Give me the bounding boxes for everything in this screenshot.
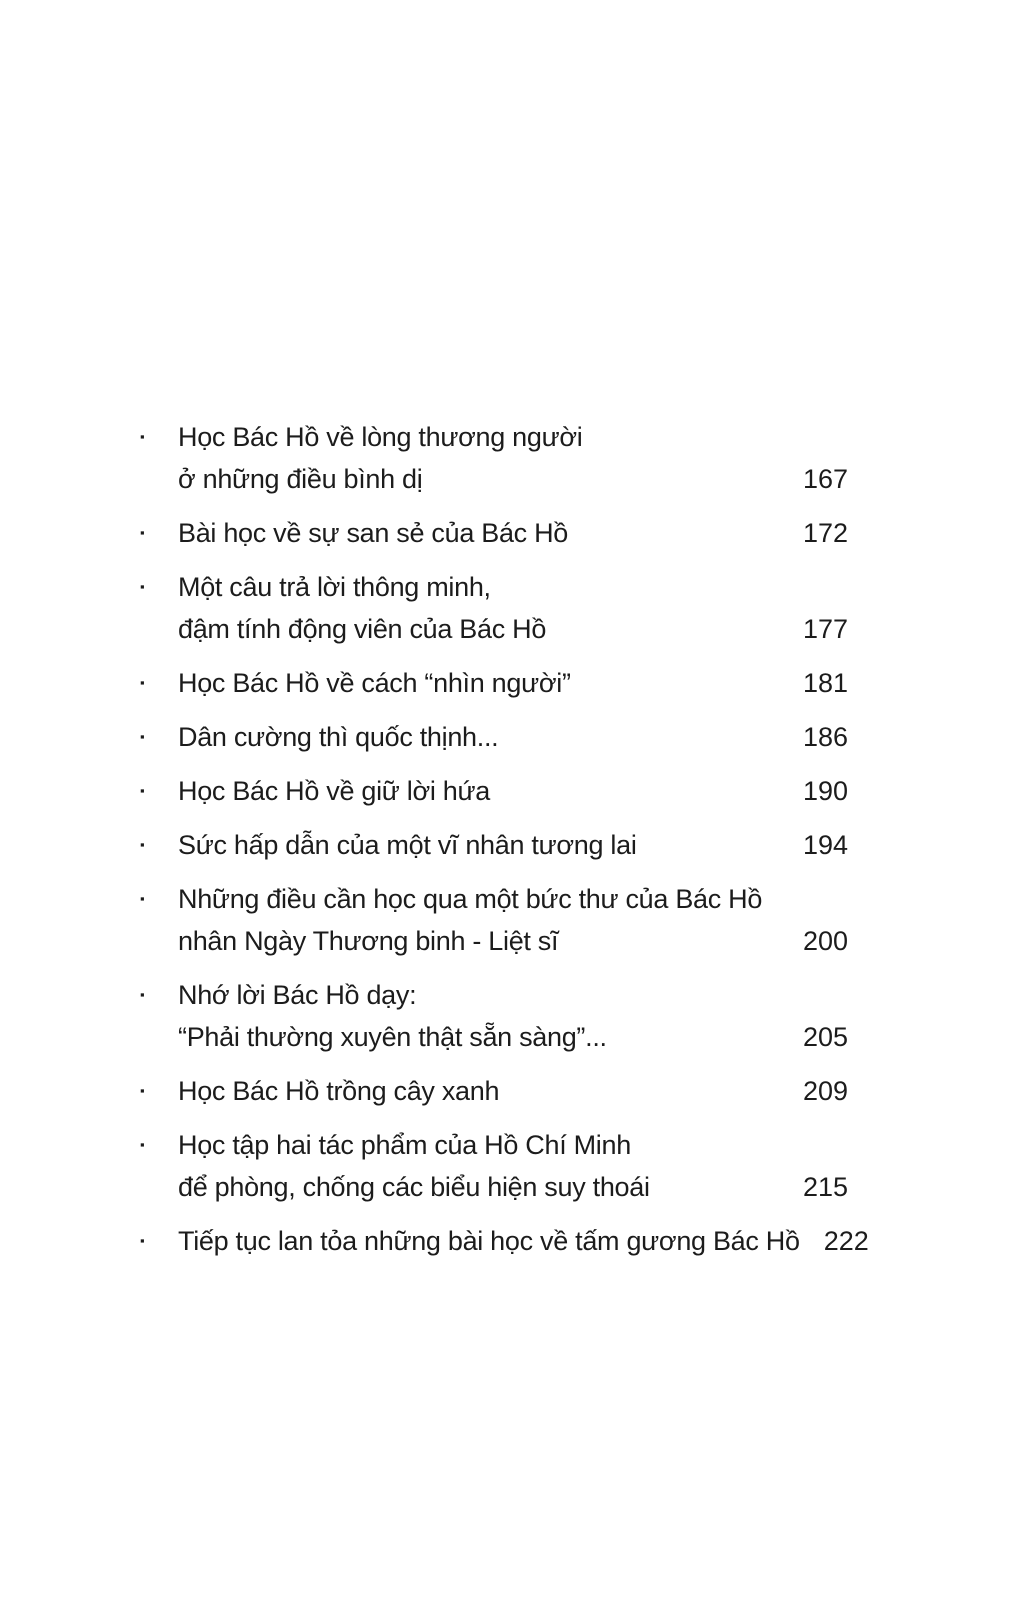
toc-item-body bbox=[178, 770, 848, 812]
toc-entry-title: Học Bác Hồ về lòng thương người bbox=[178, 422, 583, 452]
toc-item-line bbox=[178, 716, 848, 758]
toc-item bbox=[140, 1124, 848, 1208]
toc-item bbox=[140, 1070, 848, 1112]
toc-item-line bbox=[178, 974, 848, 1016]
toc-entry-title: Học Bác Hồ trồng cây xanh bbox=[178, 1076, 500, 1106]
toc-item-line bbox=[178, 1124, 848, 1166]
toc-item-line bbox=[178, 608, 848, 650]
toc-item bbox=[140, 1220, 869, 1262]
toc-item bbox=[140, 662, 848, 704]
toc-entry-title: Tiếp tục lan tỏa những bài học về tấm gương Bác Hồ bbox=[178, 1226, 800, 1256]
toc-page-number: 194 bbox=[802, 830, 848, 860]
bullet-icon: ▪ bbox=[140, 783, 145, 798]
toc-item-line bbox=[178, 920, 848, 962]
bullet-icon: ▪ bbox=[140, 837, 145, 852]
toc-item-line bbox=[178, 458, 848, 500]
toc-page-number: 215 bbox=[802, 1172, 848, 1202]
toc-item bbox=[140, 512, 848, 554]
toc-page-number: 209 bbox=[802, 1076, 848, 1106]
toc-item bbox=[140, 716, 848, 758]
toc-item-line bbox=[178, 512, 848, 554]
toc-item-line bbox=[178, 824, 848, 866]
bullet-icon: ▪ bbox=[140, 675, 145, 690]
toc-page-number: 205 bbox=[802, 1022, 848, 1052]
bullet-icon: ▪ bbox=[140, 729, 145, 744]
toc-item-body bbox=[178, 716, 848, 758]
toc-item bbox=[140, 770, 848, 812]
toc-item-body bbox=[178, 416, 848, 500]
toc-page-number: 190 bbox=[802, 776, 848, 806]
toc-page-number: 186 bbox=[802, 722, 848, 752]
toc-item bbox=[140, 416, 848, 500]
toc-item bbox=[140, 974, 848, 1058]
toc-entry-title: nhân Ngày Thương binh - Liệt sĩ bbox=[178, 926, 559, 956]
toc-entry-title: để phòng, chống các biểu hiện suy thoái bbox=[178, 1172, 650, 1202]
bullet-icon: ▪ bbox=[140, 1233, 145, 1248]
toc-entry-title: Học Bác Hồ về giữ lời hứa bbox=[178, 776, 490, 806]
toc-page-number: 172 bbox=[802, 518, 848, 548]
toc-item-body bbox=[178, 878, 848, 962]
toc-entry-title: đậm tính động viên của Bác Hồ bbox=[178, 614, 547, 644]
toc-item bbox=[140, 566, 848, 650]
toc-entry-title: Bài học về sự san sẻ của Bác Hồ bbox=[178, 518, 568, 548]
toc-entry-title: ở những điều bình dị bbox=[178, 464, 423, 494]
toc-item bbox=[140, 878, 848, 962]
toc-entry-title: “Phải thường xuyên thật sẵn sàng”... bbox=[178, 1022, 607, 1052]
toc-item-body bbox=[178, 1220, 869, 1262]
bullet-icon: ▪ bbox=[140, 891, 145, 906]
toc-page-number: 181 bbox=[802, 668, 848, 698]
toc-entry-title: Nhớ lời Bác Hồ dạy: bbox=[178, 980, 417, 1010]
bullet-icon: ▪ bbox=[140, 525, 145, 540]
toc-item-body bbox=[178, 512, 848, 554]
toc-item-line bbox=[178, 416, 848, 458]
toc-entry-title: Dân cường thì quốc thịnh... bbox=[178, 722, 499, 752]
toc-page-number: 200 bbox=[802, 926, 848, 956]
toc-item-body bbox=[178, 824, 848, 866]
toc-item-body bbox=[178, 662, 848, 704]
toc-entry-title: Sức hấp dẫn của một vĩ nhân tương lai bbox=[178, 830, 637, 860]
bullet-icon: ▪ bbox=[140, 1137, 145, 1152]
toc-item-body bbox=[178, 1124, 848, 1208]
toc-item-line bbox=[178, 770, 848, 812]
toc-entry-title: Học Bác Hồ về cách “nhìn người” bbox=[178, 668, 571, 698]
bullet-icon: ▪ bbox=[140, 429, 145, 444]
toc-item-line bbox=[178, 566, 848, 608]
bullet-icon: ▪ bbox=[140, 1083, 145, 1098]
bullet-icon: ▪ bbox=[140, 579, 145, 594]
toc-item-line bbox=[178, 1070, 848, 1112]
toc-entry-title: Một câu trả lời thông minh, bbox=[178, 572, 491, 602]
toc-item-line bbox=[178, 878, 848, 920]
toc-page-number: 167 bbox=[802, 464, 848, 494]
toc-entry-title: Học tập hai tác phẩm của Hồ Chí Minh bbox=[178, 1130, 631, 1160]
toc-item-line bbox=[178, 662, 848, 704]
toc-item bbox=[140, 824, 848, 866]
toc-item-line bbox=[178, 1220, 869, 1262]
toc-item-body bbox=[178, 566, 848, 650]
toc-page-number: 177 bbox=[802, 614, 848, 644]
bullet-icon: ▪ bbox=[140, 987, 145, 1002]
toc-entry-title: Những điều cần học qua một bức thư của Bác Hồ bbox=[178, 884, 763, 914]
toc-item-body bbox=[178, 974, 848, 1058]
toc-item-line bbox=[178, 1166, 848, 1208]
toc-list bbox=[140, 416, 869, 1274]
toc-page-number: 222 bbox=[823, 1226, 869, 1256]
toc-item-line bbox=[178, 1016, 848, 1058]
toc-item-body bbox=[178, 1070, 848, 1112]
